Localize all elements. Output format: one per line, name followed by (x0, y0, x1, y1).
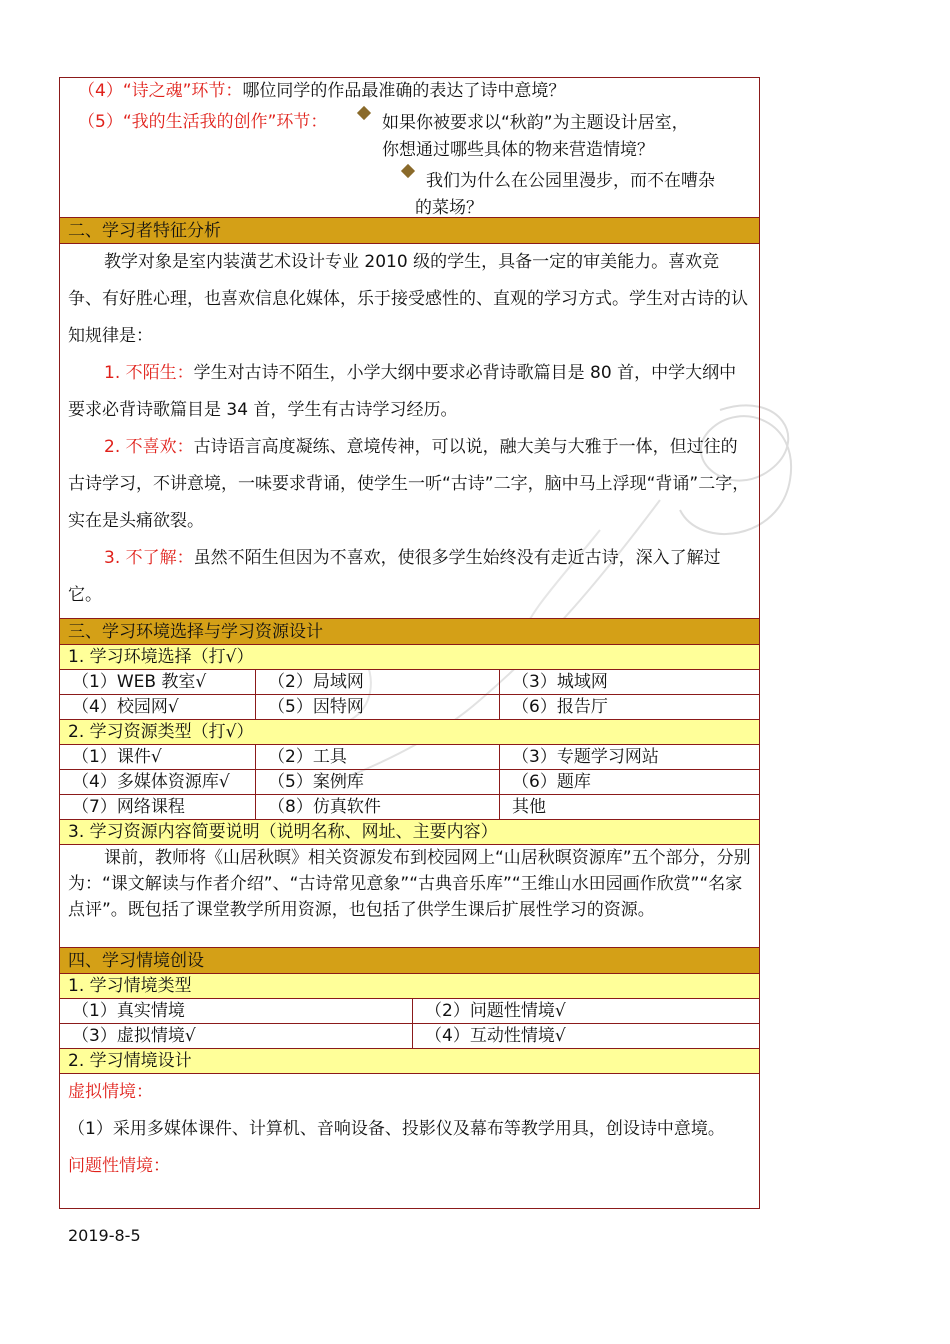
problem-label: 问题性情境： (68, 1156, 170, 1176)
item4-label: （4）“诗之魂”环节： (78, 81, 243, 101)
table-cell: （2）工具 (256, 745, 500, 769)
diamond-bullet-icon (357, 106, 371, 120)
table-row (60, 770, 759, 795)
bullet2-line2: 的菜场？ (415, 198, 483, 218)
footer-date: 2019-8-5 (68, 1226, 141, 1245)
table-cell: （2）局域网 (256, 670, 500, 694)
table-cell: （3）虚拟情境√ (60, 1024, 413, 1048)
resource-description-text: 课前，教师将《山居秋暝》相关资源发布到校园网上“山居秋暝资源库”五个部分，分别为：“课文解读与作者介绍”、“古诗常见意象”“古典音乐库”“王维山水田园画作欣赏”“名家点评”。既包括了课堂教学所用资源，也包括了供学生课后扩展性学习的资源。 (68, 848, 751, 920)
table-cell: （1）真实情境 (60, 999, 413, 1023)
point-1-label: 1. 不陌生： (104, 363, 194, 383)
point-3-text: 虽然不陌生但因为不喜欢，使很多学生始终没有走近古诗，深入了解过它。 (68, 548, 721, 605)
table-row (60, 695, 759, 720)
learner-analysis (60, 244, 759, 619)
situation-design (60, 1074, 759, 1209)
table-cell: （6）报告厅 (512, 697, 608, 717)
subsection-heading: 1. 学习环境选择（打√） (60, 645, 759, 670)
subsection-heading: 2. 学习情境设计 (60, 1049, 759, 1074)
section-heading: 四、学习情境创设 (60, 948, 759, 974)
table-cell: （6）题库 (512, 772, 591, 792)
section-heading: 三、学习环境选择与学习资源设计 (60, 619, 759, 645)
table-cell: （3）专题学习网站 (512, 747, 659, 767)
table-row (60, 670, 759, 695)
intro-paragraph: 教学对象是室内装潢艺术设计专业 2010 级的学生，具备一定的审美能力。喜欢竞争、有好胜心理，也喜欢信息化媒体，乐于接受感性的、直观的学习方式。学生对古诗的认知规律是： (68, 252, 748, 346)
item5-label: （5）“我的生活我的创作”环节： (78, 112, 328, 132)
resource-description (60, 845, 759, 948)
section-heading: 二、学习者特征分析 (60, 218, 759, 244)
table-row (60, 795, 759, 820)
point-1 (60, 355, 759, 429)
table-cell: （1）课件√ (60, 745, 256, 769)
table-cell: （3）城域网 (512, 672, 608, 692)
table-cell: （8）仿真软件 (256, 795, 500, 819)
activity-block (60, 78, 759, 218)
table-cell: （2）问题性情境√ (425, 1001, 566, 1021)
document-table (59, 77, 760, 1209)
table-cell: （5）案例库 (256, 770, 500, 794)
table-row (60, 1024, 759, 1049)
point-3 (60, 540, 759, 614)
bullet2-line1: 我们为什么在公园里漫步，而不在嘈杂 (426, 171, 715, 191)
subsection-heading: 1. 学习情境类型 (60, 974, 759, 999)
diamond-bullet-icon (401, 164, 415, 178)
subsection-heading: 2. 学习资源类型（打√） (60, 720, 759, 745)
table-row (60, 745, 759, 770)
table-row (60, 999, 759, 1024)
virtual-text: （1）采用多媒体课件、计算机、音响设备、投影仪及幕布等教学用具，创设诗中意境。 (68, 1119, 725, 1139)
point-1-text: 学生对古诗不陌生，小学大纲中要求必背诗歌篇目是 80 首，中学大纲中要求必背诗歌篇目是 34 首，学生有古诗学习经历。 (68, 363, 737, 420)
bullet1-line1: 如果你被要求以“秋韵”为主题设计居室， (382, 113, 689, 133)
virtual-label: 虚拟情境： (68, 1082, 153, 1102)
subsection-heading: 3. 学习资源内容简要说明（说明名称、网址、主要内容） (60, 820, 759, 845)
table-cell: （5）因特网 (256, 695, 500, 719)
table-cell: （4）互动性情境√ (425, 1026, 566, 1046)
table-cell: （4）多媒体资源库√ (60, 770, 256, 794)
point-3-label: 3. 不了解： (104, 548, 194, 568)
point-2-label: 2. 不喜欢： (104, 437, 194, 457)
table-cell: （7）网络课程 (60, 795, 256, 819)
table-cell: （4）校园网√ (60, 695, 256, 719)
point-2-text: 古诗语言高度凝练、意境传神，可以说，融大美与大雅于一体，但过往的古诗学习，不讲意境，一味要求背诵，使学生一听“古诗”二字，脑中马上浮现“背诵”二字，实在是头痛欲裂。 (68, 437, 750, 531)
point-2 (60, 429, 759, 540)
item4-text: 哪位同学的作品最准确的表达了诗中意境？ (242, 81, 566, 101)
table-cell: 其他 (512, 797, 546, 817)
table-cell: （1）WEB 教室√ (60, 670, 256, 694)
bullet1-line2: 你想通过哪些具体的物来营造情境？ (382, 140, 654, 160)
